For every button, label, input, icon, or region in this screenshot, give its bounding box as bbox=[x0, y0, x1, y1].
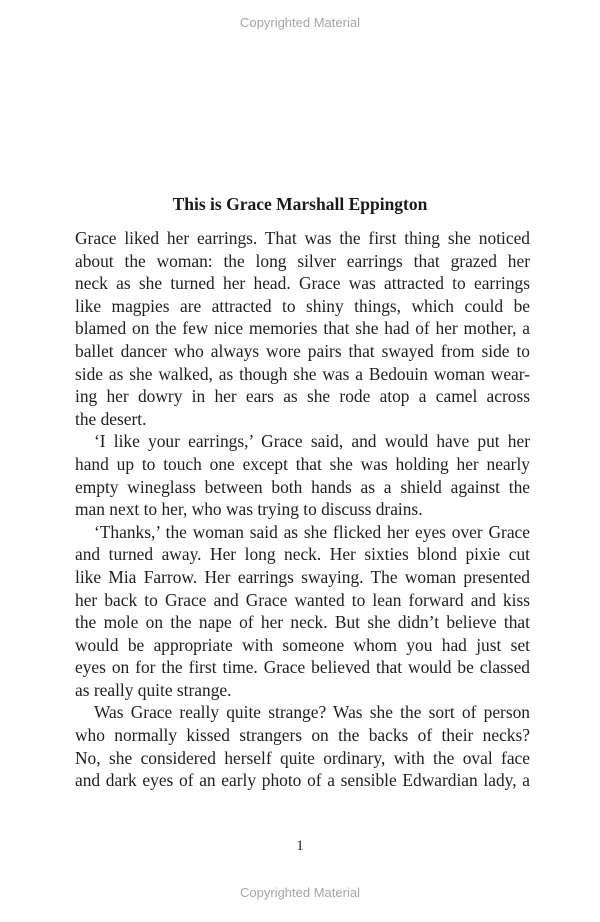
text-line: ballet dancer who always wore pairs that swayed from side to bbox=[75, 340, 530, 361]
text-line: man next to her, who was trying to discuss drains. bbox=[75, 499, 423, 520]
body-text bbox=[75, 227, 530, 792]
text-line: like Mia Farrow. Her earrings swaying. The woman presented bbox=[75, 566, 530, 587]
text-line: ‘I like your earrings,’ Grace said, and would have put her bbox=[94, 431, 530, 452]
text-line: her back to Grace and Grace wanted to lean forward and kiss bbox=[75, 589, 530, 610]
text-line: Grace liked her earrings. That was the first thing she noticed bbox=[75, 228, 530, 248]
text-line: the mole on the nape of her neck. But she didn’t believe that bbox=[75, 612, 530, 633]
text-line: blamed on the few nice memories that she had of her mother, a bbox=[75, 318, 530, 339]
copyright-watermark-bottom: Copyrighted Material bbox=[240, 885, 360, 900]
copyright-watermark-top: Copyrighted Material bbox=[240, 15, 360, 30]
text-line: and dark eyes of an early photo of a sensible Edwardian lady, a bbox=[75, 770, 530, 791]
page-number: 1 bbox=[296, 838, 304, 854]
text-line: who normally kissed strangers on the backs of their necks? bbox=[75, 725, 530, 746]
text-line: side as she walked, as though she was a Bedouin woman wear- bbox=[75, 363, 530, 384]
text-line: No, she considered herself quite ordinary, with the oval face bbox=[75, 747, 530, 768]
text-line: eyes on for the first time. Grace believed that would be classed bbox=[75, 657, 530, 678]
text-line: hand up to touch one except that she was holding her nearly bbox=[75, 453, 530, 474]
text-line: like magpies are attracted to shiny things, which could be bbox=[75, 295, 530, 316]
text-line: ing her dowry in her ears as she rode atop a camel across bbox=[75, 386, 530, 407]
text-line: as really quite strange. bbox=[75, 679, 232, 700]
text-line: ‘Thanks,’ the woman said as she flicked her eyes over Grace bbox=[94, 521, 530, 542]
paragraph-1 bbox=[75, 227, 530, 430]
text-line: Was Grace really quite strange? Was she the sort of person bbox=[94, 702, 530, 723]
text-line: and turned away. Her long neck. Her sixties blond pixie cut bbox=[75, 544, 530, 565]
paragraph-4 bbox=[75, 701, 530, 791]
text-line: would be appropriate with someone whom you had just set bbox=[75, 634, 530, 655]
text-line: about the woman: the long silver earrings that grazed her bbox=[75, 250, 530, 271]
text-line: empty wineglass between both hands as a shield against the bbox=[75, 476, 530, 497]
paragraph-2 bbox=[75, 430, 530, 520]
text-line: neck as she turned her head. Grace was attracted to earrings bbox=[75, 273, 530, 294]
paragraph-3 bbox=[75, 521, 530, 702]
text-line: the desert. bbox=[75, 408, 147, 429]
chapter-title: This is Grace Marshall Eppington bbox=[172, 194, 428, 214]
